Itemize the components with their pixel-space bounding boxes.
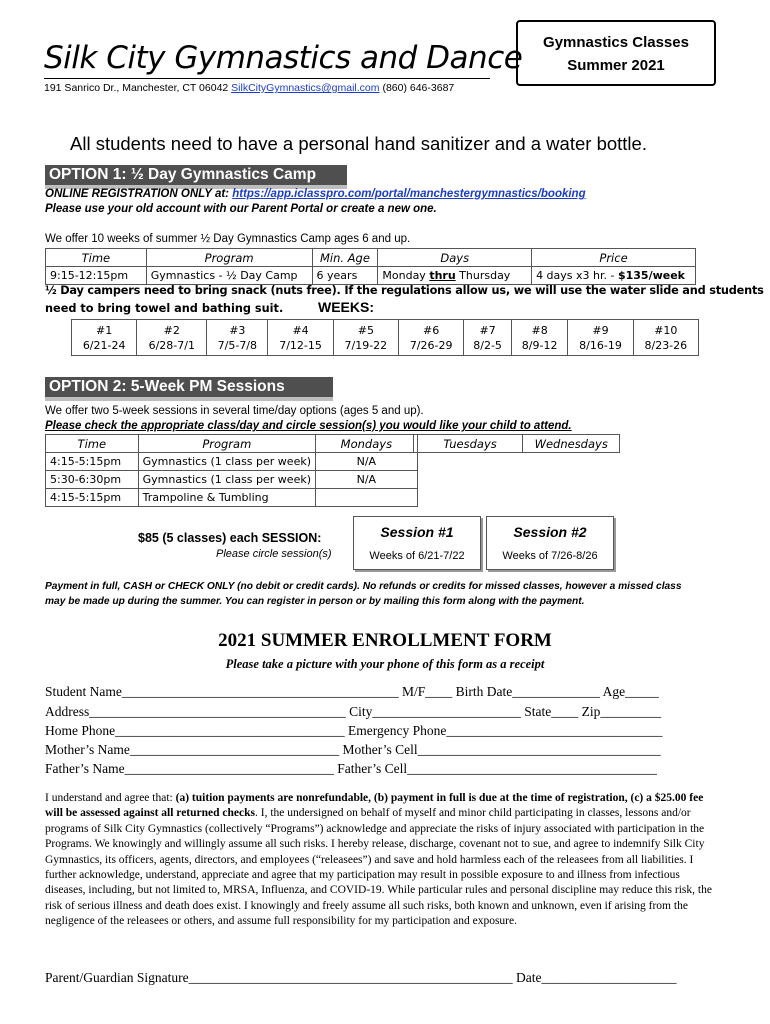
- account-note: Please use your old account with our Parent Portal or create a new one.: [45, 203, 437, 215]
- payment-note-2: may be made up during the summer. You can register in person or by mailing this form along with the payment.: [45, 596, 585, 607]
- week-cell: #2 6/28-7/1: [137, 320, 207, 356]
- phone-text: (860) 646-3687: [382, 82, 455, 94]
- pm-instruction: Please check the appropriate class/day and circle session(s) you would like your child to attend.: [45, 420, 572, 432]
- week-cell: #1 6/21-24: [72, 320, 137, 356]
- table-row: [46, 267, 696, 285]
- camp-intro: We offer 10 weeks of summer ½ Day Gymnastics Camp ages 6 and up.: [45, 233, 411, 245]
- student-name-line[interactable]: Student Name_________________________________________ M/F____ Birth Date_____________ Age_____: [45, 684, 659, 699]
- week-cell: #8 8/9-12: [511, 320, 567, 356]
- pm-table: [45, 434, 620, 507]
- pm-program: Gymnastics (1 class per week): [138, 453, 315, 471]
- week-cell: #6 7/26-29: [399, 320, 464, 356]
- mother-line[interactable]: Mother’s Name_______________________________ Mother’s Cell____________________________________: [45, 742, 661, 757]
- class-box-line1: Gymnastics Classes: [543, 34, 689, 51]
- class-info-box: [516, 20, 716, 86]
- session-1-box[interactable]: [353, 516, 481, 570]
- col-program: Program: [146, 249, 312, 267]
- pm-program: Trampoline & Tumbling: [138, 489, 315, 507]
- contact-line: [44, 82, 454, 94]
- week-cell: #10 8/23-26: [633, 320, 698, 356]
- pm-intro: We offer two 5-week sessions in several time/day options (ages 5 and up).: [45, 405, 424, 417]
- registration-line: [45, 188, 586, 200]
- camp-program: Gymnastics - ½ Day Camp: [146, 267, 312, 285]
- camp-table: [45, 248, 696, 285]
- waiver-rest: . I, the undersigned on behalf of myself and minor child participating in classes, lessons and/or programs of Silk City Gymnastics (collectively “Programs”) acknowledge and appreciate the risks of injury associated with participation in the Programs. We knowingly and willingly assume all such risks. I hereby release, discharge, covenant not to sue, and agree to indemnify Silk City Gymnastics, its officers, agents, directors, and employees (“releasees”) and save and hold harmless each of the releasees from all liabilities. I further acknowledge, understand, appreciate and agree that my participation may result in possible exposure to and illness from infectious diseases, including, but not limited to, MRSA, Influenza, and COVID-19. While particular rules and personal discipline may reduce this risk, the risk of serious illness and death does exist. I knowingly and freely assume all such risks, both known and unknown, even if arising from the negligence of the releasees or others, and assume full responsibility for my participation and exposure.: [45, 807, 712, 928]
- camp-price: 4 days x3 hr. - $135/week: [532, 267, 696, 285]
- pm-time: 5:30-6:30pm: [46, 471, 139, 489]
- pm-monday-checkbox[interactable]: [316, 489, 418, 507]
- pm-wednesday-blank: [523, 471, 620, 489]
- col-program: Program: [138, 435, 315, 453]
- table-row: [46, 471, 620, 489]
- payment-note-1: Payment in full, CASH or CHECK ONLY (no debit or credit cards). No refunds or credits for missed classes, however a missed class: [45, 581, 682, 592]
- page-title: Silk City Gymnastics and Dance: [44, 40, 523, 76]
- week-cell: #4 7/12-15: [268, 320, 333, 356]
- registration-label: ONLINE REGISTRATION ONLY at:: [45, 188, 230, 200]
- registration-link[interactable]: https://app.iclasspro.com/portal/manchestergymnastics/booking: [232, 188, 586, 200]
- camp-min-age: 6 years: [312, 267, 378, 285]
- week-cell: #9 8/16-19: [568, 320, 633, 356]
- pm-monday-checkbox[interactable]: N/A: [316, 471, 418, 489]
- form-title: 2021 SUMMER ENROLLMENT FORM: [218, 630, 552, 651]
- divider: [413, 434, 414, 453]
- waiver-bold: (a) tuition payments are nonrefundable, (b) payment in full is due at the time of registration, (c) a $25.00 fee will be assessed against all returned checks: [45, 792, 704, 820]
- pm-time: 4:15-5:15pm: [46, 489, 139, 507]
- snack-note-2: need to bring towel and bathing suit.: [45, 302, 284, 315]
- col-price: Price: [532, 249, 696, 267]
- pm-time: 4:15-5:15pm: [46, 453, 139, 471]
- camp-table-header: [46, 249, 696, 267]
- notice-text: All students need to have a personal hand sanitizer and a water bottle.: [70, 133, 647, 154]
- week-cell: #3 7/5-7/8: [207, 320, 268, 356]
- address-line[interactable]: Address______________________________________ City______________________ State____ Zip_________: [45, 704, 662, 719]
- table-row: [46, 453, 620, 471]
- waiver-intro: I understand and agree that:: [45, 792, 176, 804]
- form-subtitle: Please take a picture with your phone of this form as a receipt: [225, 657, 545, 671]
- col-time: Time: [46, 249, 147, 267]
- snack-note: ½ Day campers need to bring snack (nuts free). If the regulations allow us, we will use the water slide and students: [45, 284, 764, 297]
- pm-table-header: [46, 435, 620, 453]
- session-price: $85 (5 classes) each SESSION:: [138, 531, 322, 545]
- session-1-dates: Weeks of 6/21-7/22: [369, 550, 465, 562]
- address-text: 191 Sanrico Dr., Manchester, CT 06042: [44, 82, 229, 94]
- waiver-text: [45, 791, 723, 930]
- weeks-table: [71, 319, 699, 356]
- camp-time: 9:15-12:15pm: [46, 267, 147, 285]
- col-wednesdays: Wednesdays: [523, 435, 620, 453]
- session-2-title: Session #2: [513, 524, 587, 540]
- pm-wednesday-blank: [523, 489, 620, 507]
- pm-tuesday-blank: [417, 471, 523, 489]
- option1-heading: OPTION 1: ½ Day Gymnastics Camp: [45, 165, 347, 185]
- option1-header: [45, 165, 347, 189]
- col-days: Days: [378, 249, 532, 267]
- pm-monday-checkbox[interactable]: N/A: [316, 453, 418, 471]
- col-time: Time: [46, 435, 139, 453]
- camp-days: Monday thru Thursday: [378, 267, 532, 285]
- email-link[interactable]: SilkCityGymnastics@gmail.com: [231, 82, 380, 94]
- col-min-age: Min. Age: [312, 249, 378, 267]
- option2-header: [45, 377, 333, 401]
- father-line[interactable]: Father’s Name_______________________________ Father’s Cell_____________________________________: [45, 761, 657, 776]
- session-1-title: Session #1: [380, 524, 454, 540]
- session-2-dates: Weeks of 7/26-8/26: [502, 550, 598, 562]
- phone-line[interactable]: Home Phone__________________________________ Emergency Phone________________________________: [45, 723, 663, 738]
- pm-tuesday-blank: [417, 453, 523, 471]
- weeks-label: WEEKS:: [318, 299, 374, 315]
- col-tuesdays: Tuesdays: [417, 435, 523, 453]
- col-mondays: Mondays: [316, 435, 418, 453]
- signature-line[interactable]: Parent/Guardian Signature________________________________________________ Date____________________: [45, 970, 677, 985]
- title-underline: [44, 78, 490, 79]
- pm-tuesday-blank: [417, 489, 523, 507]
- circle-note: Please circle session(s): [216, 548, 332, 560]
- pm-program: Gymnastics (1 class per week): [138, 471, 315, 489]
- option2-heading-shadow: [45, 397, 333, 401]
- table-row: [46, 489, 620, 507]
- class-box-line2: Summer 2021: [567, 57, 665, 74]
- week-cell: #7 8/2-5: [464, 320, 512, 356]
- week-cell: #5 7/19-22: [333, 320, 398, 356]
- option2-heading: OPTION 2: 5-Week PM Sessions: [45, 377, 333, 397]
- session-2-box[interactable]: [486, 516, 614, 570]
- pm-wednesday-blank: [523, 453, 620, 471]
